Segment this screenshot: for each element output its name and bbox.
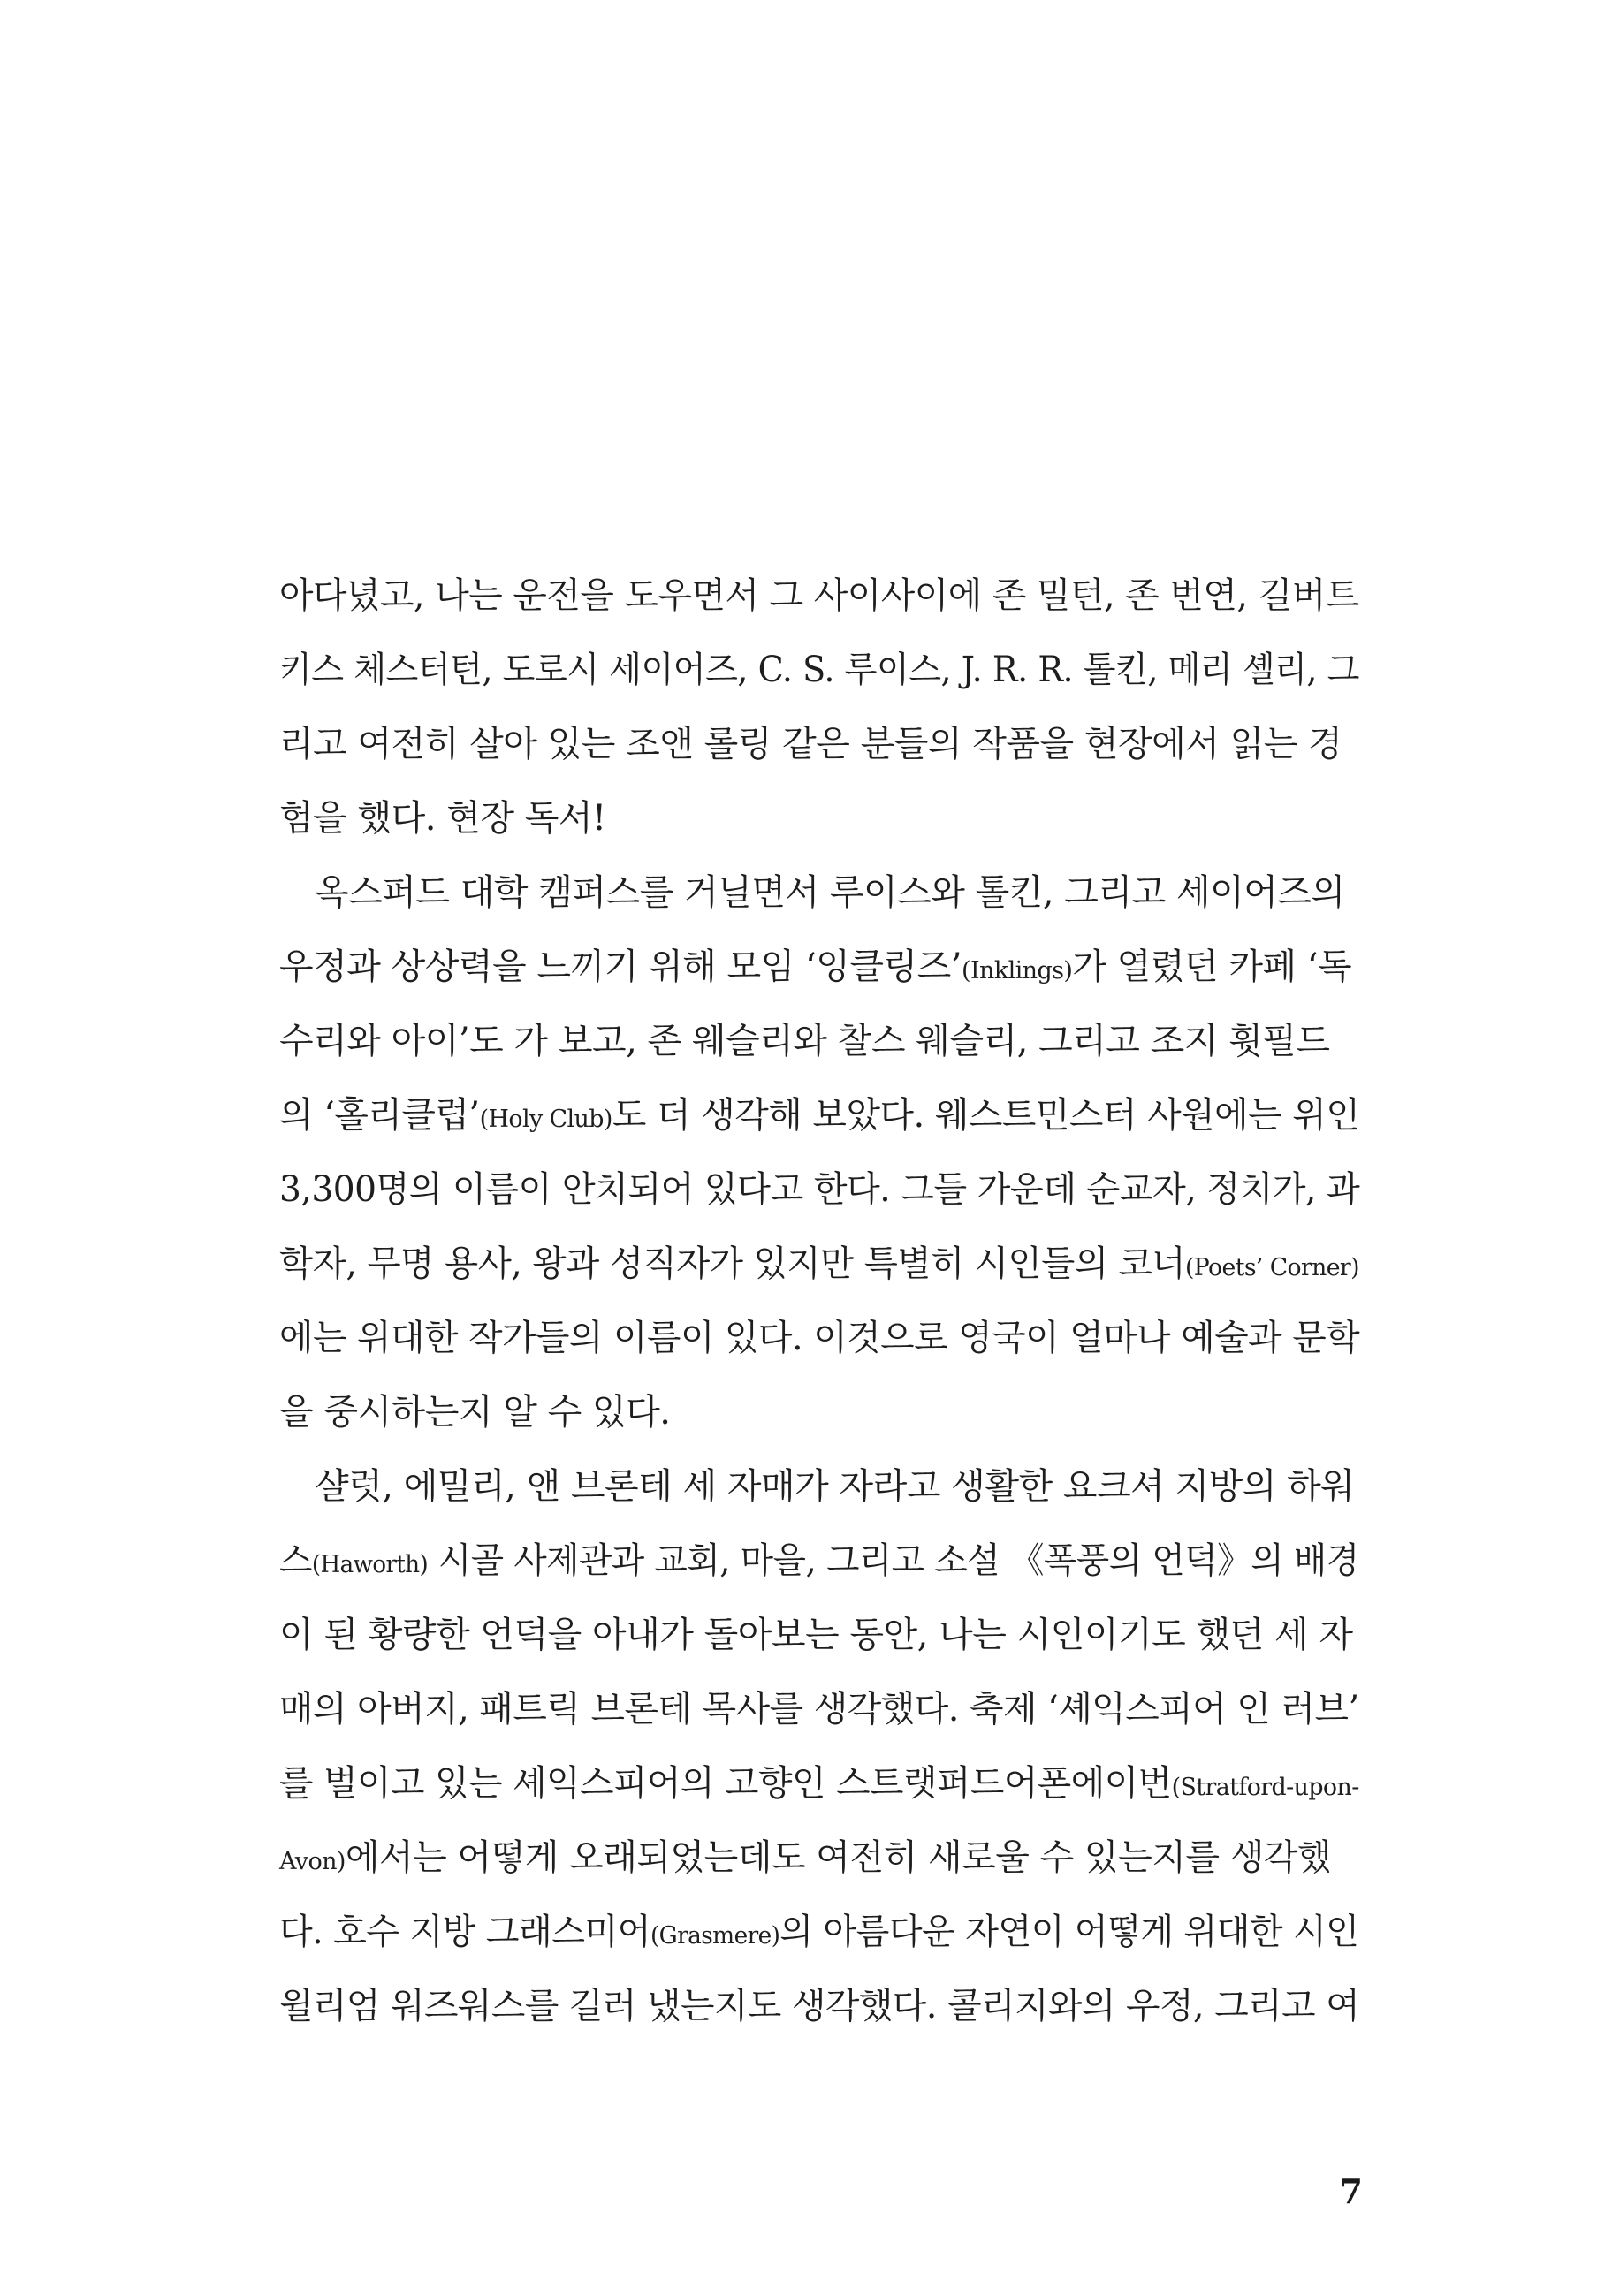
paragraph-first-line	[315, 1456, 1359, 1517]
text-line	[279, 1976, 1360, 2036]
text-segment: 윌리엄 워즈워스를 길러 냈는지도 생각했다. 콜리지와의 우정, 그리고 여	[279, 1986, 1360, 2026]
english-gloss: (Poets’ Corner)	[1184, 1254, 1359, 1281]
text-line	[279, 1531, 1359, 1591]
text-segment: 아다녔고, 나는 운전을 도우면서 그 사이사이에 존 밀턴, 존 번연, 길버트	[279, 575, 1359, 616]
text-line	[279, 788, 1359, 848]
text-segment: 키스 체스터턴, 도로시 세이어즈, C. S. 루이스, J. R. R. 톨킨, 메리 셸리, 그	[279, 650, 1359, 690]
text-segment: 를 벌이고 있는 셰익스피어의 고향인 스트랫퍼드어폰에이번	[279, 1763, 1172, 1804]
text-line	[279, 1085, 1360, 1145]
text-segment: 시골 사제관과 교회, 마을, 그리고 소설 《폭풍의 언덕》의 배경	[428, 1540, 1359, 1581]
text-line	[279, 640, 1359, 700]
text-segment: 에는 위대한 작가들의 이름이 있다. 이것으로 영국이 얼마나 예술과 문학	[279, 1318, 1360, 1358]
text-line	[279, 1308, 1360, 1368]
text-segment: 다. 호수 지방 그래스미어	[279, 1912, 650, 1952]
text-segment: 학자, 무명 용사, 왕과 성직자가 있지만 특별히 시인들의 코너	[279, 1243, 1185, 1284]
text-segment: 이 된 황량한 언덕을 아내가 돌아보는 동안, 나는 시인이기도 했던 세 자	[279, 1615, 1353, 1655]
english-gloss: (Stratford-upon-	[1171, 1774, 1359, 1801]
english-gloss: (Grasmere)	[650, 1922, 780, 1950]
text-line	[279, 1605, 1359, 1665]
text-line	[279, 714, 1359, 774]
text-segment: 스	[279, 1540, 312, 1581]
english-gloss: (Holy Club)	[479, 1106, 612, 1133]
text-line	[279, 566, 1359, 626]
text-line	[279, 1382, 1359, 1442]
text-segment: 가 열렸던 카페 ‘독	[1072, 947, 1352, 987]
text-segment: 에서는 어떻게 오래되었는데도 여전히 새로울 수 있는지를 생각했	[345, 1837, 1332, 1878]
text-segment: 3,300명의 이름이 안치되어 있다고 한다. 그들 가운데 순교자, 정치가, 과	[279, 1169, 1360, 1210]
text-segment: 을 중시하는지 알 수 있다.	[279, 1392, 671, 1433]
text-line	[279, 1753, 1359, 1813]
text-line	[279, 1828, 1359, 1888]
text-line	[279, 937, 1359, 997]
text-segment: 도 더 생각해 보았다. 웨스트민스터 사원에는 위인	[612, 1095, 1360, 1136]
page-number: 7	[1339, 2171, 1363, 2211]
text-segment: 의 ‘홀리클럽’	[279, 1095, 480, 1136]
text-segment: 수리와 아이’도 가 보고, 존 웨슬리와 찰스 웨슬리, 그리고 조지 휫필드	[279, 1021, 1330, 1061]
text-line	[279, 1679, 1359, 1739]
text-line	[279, 1011, 1359, 1071]
english-gloss: (Haworth)	[311, 1551, 429, 1578]
text-segment: 의 아름다운 자연이 어떻게 위대한 시인	[779, 1912, 1359, 1952]
text-segment: 우정과 상상력을 느끼기 위해 모임 ‘잉클링즈’	[279, 947, 962, 987]
text-segment: 험을 했다. 현장 독서!	[279, 798, 606, 839]
paragraph-first-line	[315, 863, 1359, 923]
english-gloss: (Inklings)	[962, 957, 1073, 985]
text-line	[279, 1902, 1359, 1962]
text-segment: 옥스퍼드 대학 캠퍼스를 거닐면서 루이스와 톨킨, 그리고 세이어즈의	[315, 872, 1345, 913]
text-line	[279, 1159, 1360, 1220]
text-segment: 샬럿, 에밀리, 앤 브론테 세 자매가 자라고 생활한 요크셔 지방의 하워	[315, 1466, 1355, 1507]
english-gloss: Avon)	[279, 1848, 346, 1875]
text-segment: 매의 아버지, 패트릭 브론테 목사를 생각했다. 축제 ‘셰익스피어 인 러브’	[279, 1689, 1359, 1730]
text-segment: 리고 여전히 살아 있는 조앤 롤링 같은 분들의 작품을 현장에서 읽는 경	[279, 724, 1342, 764]
text-line	[279, 1234, 1359, 1294]
